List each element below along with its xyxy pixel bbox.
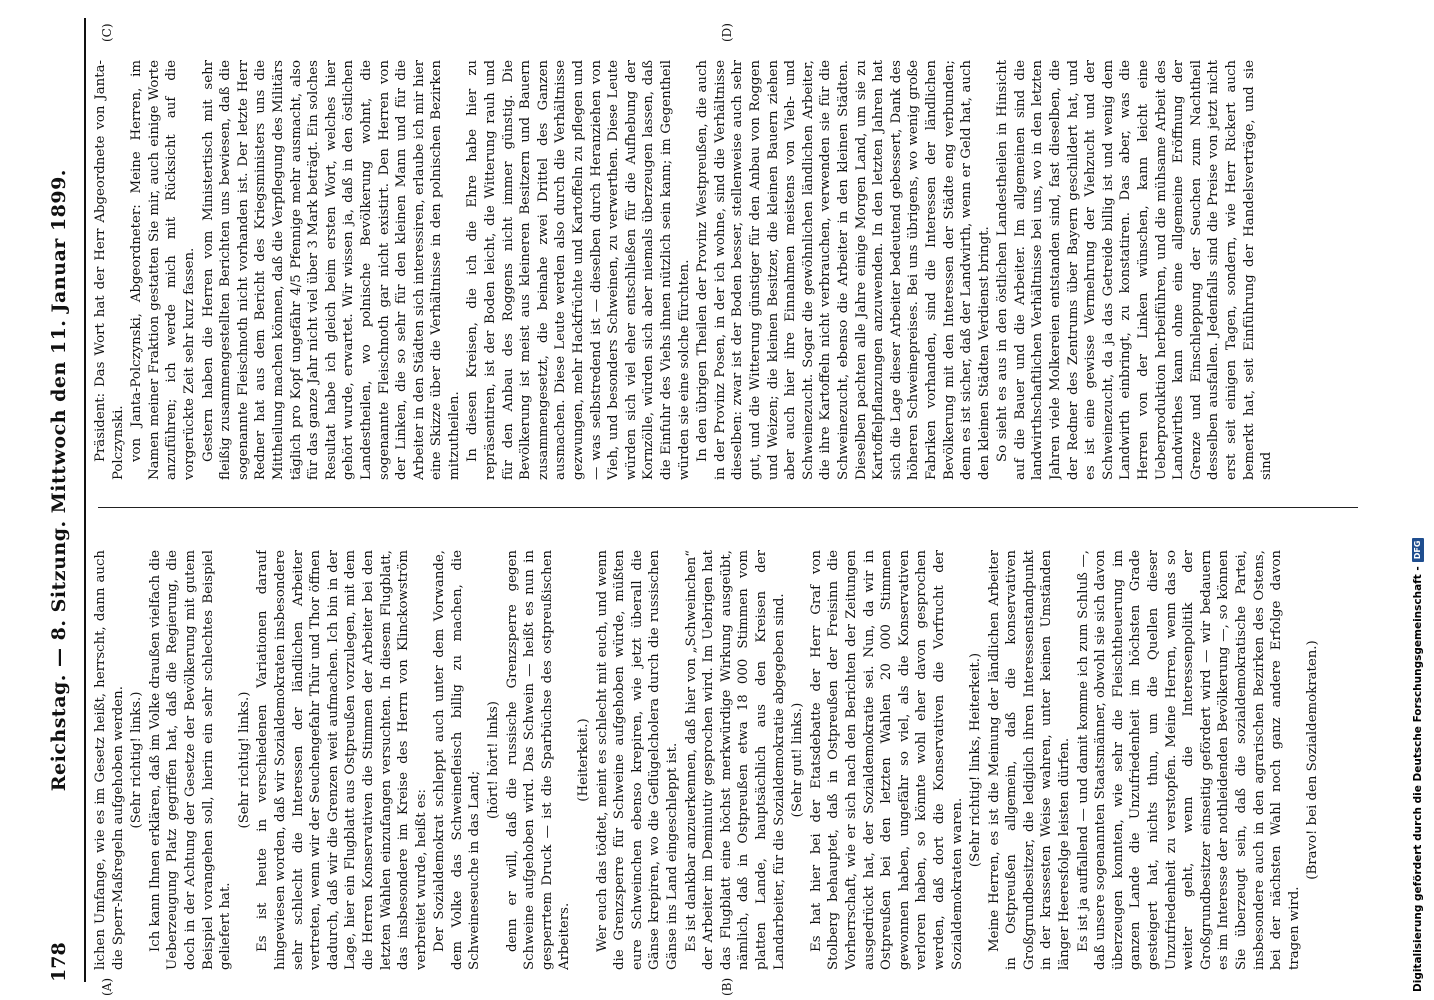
paragraph: (Heiterkeit.) — [576, 718, 592, 802]
side-attribution — [1408, 8, 1428, 992]
paragraph: von Janta-Polczynski, Abgeordneter: Meine Herren, im Namen meiner Fraktion gestatten Sie mir, auch einige Worte anzuführen; ich werde mich mit Rücksicht auf die vorgerückte Zeit sehr kurz fassen. — [129, 60, 197, 480]
paragraph: (Sehr richtig! links, Heiterkeit.) — [968, 652, 984, 868]
paragraph: So sieht es aus in den östlichen Landestheilen in Hinsicht auf die Bauer und die Arbeiter. Im allgemeinen sind die landwirthschaftlichen Verhältnisse bei uns, wo in den letzten Jahren viele Molkereien entstanden sind, fast dieselben, die der Redner des Zentrums über Bayern geschildert hat, und es ist eine gewisse Vermehrung der Viehzucht und der Schweinezucht, da ja das Getreide billig ist und wenig dem Landwirth einbringt, zu konstatiren. Das aber, was die Herren von der Linken wünschen, kann leicht eine Ueberproduktion herbeiführen, und die mühsame Arbeit des Landwirthes kann ohne eine allgemeine Eröffnung der Grenze und Einschleppung der Seuchen zum Nachtheil desselben ausfallen. Jedenfalls sind die Preise von jetzt nicht erst seit einigen Tagen, sondern, wie Herr Rickert auch bemerkt hat, seit Einführung der Handelsverträge, und sie sind — [995, 60, 1275, 480]
paragraph: Gestern haben die Herren vom Ministertisch mit sehr fleißig zusammengestellten Berichten uns bewiesen, daß die sogenannte Fleischnoth nicht vorhanden ist. Der letzte Herr Redner hat aus dem Bericht des Kriegsministers uns die Mittheilung machen können, daß die Verpflegung des Militärs täglich pro Kopf ungefähr 4/5 Pfennige mehr ausmacht, also für das ganze Jahr nicht viel über 3 Mark beträgt. Ein solches Resultat habe ich gleich beim ersten Wort, welches hier gehört wurde, erwartet. Wir wissen ja, daß in den östlichen Landestheilen, wo polnische Bevölkerung wohnt, die sogenannte Fleischnoth gar nicht existirt. Den Herren von der Linken, die so sehr für den kleinen Mann und für die Arbeiter in den Städten sich interessiren, erlaube ich mir hier eine Skizze über die Verhältnisse in den polnischen Bezirken mitzutheilen. — [200, 60, 462, 480]
paragraph: Präsident: Das Wort hat der Herr Abgeordnete von Janta-Polczynski. — [93, 60, 126, 480]
margin-marker-a: (A) — [100, 977, 114, 996]
page-number: 178 — [48, 942, 70, 982]
paragraph: In den übrigen Theilen der Provinz Westpreußen, die auch in der Provinz Posen, in der ich wohne, sind die Verhältnisse dieselben: zwar ist der Boden besser, stellenweise auch sehr gut, und die Witterung günstiger für den Anbau von Roggen und Weizen; die kleinen Besitzer, die kleinen Bauern ziehen aber auch hier ihre Einnahmen meistens von Vieh- und Schweinezucht. Sogar die gewöhnlichen ländlichen Arbeiter, die ihre Kartoffeln nicht verbrauchen, verwenden sie für die Schweinezucht, ebenso die Arbeiter in den kleinen Städten. Dieselben pachten alle Jahre einige Morgen Land, um sie zu Kartoffelpflanzungen anzuwenden. In den letzten Jahren hat sich die Lage dieser Arbeiter bedeutend gebessert, Dank des höheren Schweinepreises. Bei uns übrigens, wo wenig große Fabriken vorhanden, sind die Interessen der ländlichen Bevölkerung mit den Interessen der Städte eng verbunden; denn es ist sicher, daß der Landwirth, wenn er Geld hat, auch den kleinen Städten Verdienst bringt. — [695, 60, 992, 480]
header-rule — [84, 18, 86, 982]
paragraph: Der Sozialdemokrat schleppt auch unter dem Vorwande, dem Volke das Schweinefleisch billig zu machen, die Schweineseuche in das Land; — [432, 550, 483, 970]
margin-marker-d: (D) — [720, 23, 734, 42]
page-header — [48, 18, 82, 982]
paragraph: (hört! hört! links) — [486, 701, 502, 820]
paragraph: Es hat hier bei der Etatsdebatte der Herr Graf von Stolberg behauptet, daß in Ostpreußen der Freisinn die Vorherrschaft, wie er sich nach den Berichten der Zeitungen ausgedrückt hat, der Sozialdemokratie sei. Nun, da wir in Ostpreußen bei den letzten Wahlen 20 000 Stimmen gewonnen haben, ungefähr so viel, als die Konservativen verloren haben, so könnte wohl eher davon gesprochen werden, daß dort die Konservativen die Vorfrucht der Sozialdemokraten waren. — [808, 550, 965, 970]
paragraph: (Bravo! bei den Sozialdemokraten.) — [1305, 640, 1321, 880]
left-text-column — [92, 550, 1362, 970]
paragraph: Ich kann Ihnen erklären, daß im Volke draußen vielfach die Ueberzeugung Platz gegriffen hat, daß die Regierung, die doch in der Achtung der Gesetze der Bevölkerung mit gutem Beispiel vorangehen soll, hierin ein sehr schlechtes Beispiel geliefert hat. — [147, 550, 234, 970]
paragraph: Es ist dankbar anzuerkennen, daß hier von „Schweinchen“ der Arbeiter im Deminutiv gesprochen wird. Im Uebrigen hat das Flugblatt eine höchst merkwürdige Wirkung ausgeübt, nämlich, daß in Ostpreußen etwa 18 000 Stimmen vom platten Lande, hauptsächlich aus den Kreisen der Landarbeiter, für die Sozialdemokratie abgegeben sind. — [683, 550, 787, 970]
paragraph: (Sehr richtig! links.) — [129, 691, 145, 829]
attribution-text: Digitalisierung gefördert durch die Deutsche Forschungsgemeinschaft - — [1412, 566, 1424, 992]
paragraph: Es ist heute in verschiedenen Variationen darauf hingewiesen worden, daß wir Sozialdemokraten insbesondere sehr schlecht die Interessen der ländlichen Arbeiter vertreten, wenn wir der Seuchengefahr Thür und Thor öffnen dadurch, daß wir die Grenzen weit aufmachen. Ich bin in der Lage, hier ein Flugblatt aus Ostpreußen vorzulegen, mit dem die Herren Konservativen die Stimmen der Arbeiter bei den letzten Wahlen einzufangen versuchten. In diesem Flugblatt, das insbesondere im Kreise des Herrn von Klinckowström verbreitet wurde, heißt es: — [255, 550, 429, 970]
column-divider — [98, 507, 1358, 508]
dfg-logo: DFG — [1412, 538, 1424, 563]
paragraph: In diesen Kreisen, die ich die Ehre habe hier zu repräsentiren, ist der Boden leicht, die Witterung rauh und für den Anbau des Roggens nicht immer günstig. Die Bevölkerung ist meist aus kleineren Besitzern und Bauern zusammengesetzt, die beinahe zwei Drittel des Ganzen ausmachen. Diese Leute werden also durch die Verhältnisse gezwungen, mehr Hackfrüchte und Kartoffeln zu pflegen und — was selbstredend ist — dieselben durch Heranziehen von Vieh, und besonders Schweinen, zu verwerthen. Diese Leute würden sich viel eher entschließen für die Aufhebung der Kornzölle, würden sich aber niemals überzeugen lassen, daß die Einfuhr des Viehs ihnen nützlich sein kann; im Gegentheil würden sie eine solche fürchten. — [465, 60, 692, 480]
paragraph: Wer euch das tödtet, meint es schlecht mit euch, und wenn die Grenzsperre für Schweine aufgehoben würde, müßten eure Schweinchen ebenso krepiren, wie jetzt überall die Gänse krepiren, wo die Geflügelcholera durch die russischen Gänse ins Land eingeschleppt ist. — [594, 550, 680, 970]
paragraph: denn er will, daß die russische Grenzsperre gegen Schweine aufgehoben wird. Das Schwein — heißt es nun in gesperrtem Druck — ist die Sparbüchse des ostpreußischen Arbeiters. — [504, 550, 573, 970]
running-title: Reichstag. — 8. Sitzung. Mittwoch den 11. Januar 1899. — [48, 169, 70, 792]
margin-marker-b: (B) — [720, 977, 734, 996]
paragraph: Es ist ja auffallend — und damit komme ich zum Schluß —, daß unsere sogenannten Staatsmänner, obwohl sie sich davon überzeugen konnten, wie sehr die Fleischtheuerung im ganzen Lande die Unzufriedenheit im höchsten Grade gesteigert hat, nichts thun, um die Quellen dieser Unzufriedenheit zu verstopfen. Meine Herren, wenn das so weiter geht, wenn die Interessenpolitik der Großgrundbesitzer einseitig gefördert wird — wir bedauern es im Interesse der nothleidenden Bevölkerung —, so können Sie überzeugt sein, daß die sozialdemokratische Partei, insbesondere auch in den agrarischen Bezirken des Ostens, bei der nächsten Wahl noch ganz andere Erfolge davon tragen wird. — [1075, 550, 1302, 970]
margin-marker-c: (C) — [100, 23, 114, 42]
right-text-column — [92, 60, 1362, 480]
paragraph: Meine Herren, es ist die Meinung der ländlichen Arbeiter in Ostpreußen allgemein, daß die konservativen Großgrundbesitzer, die lediglich ihren Interessenstandpunkt in der krassesten Weise wahren, unter keinen Umständen länger Heeresfolge leisten dürfen. — [986, 550, 1073, 970]
paragraph: (Sehr richtig! links.) — [236, 691, 252, 829]
paragraph: lichen Umfange, wie es im Gesetz heißt, herrscht, dann auch die Sperr-Maßregeln aufgehoben werden. — [93, 550, 126, 970]
paragraph: (Sehr gut! links.) — [790, 702, 806, 818]
